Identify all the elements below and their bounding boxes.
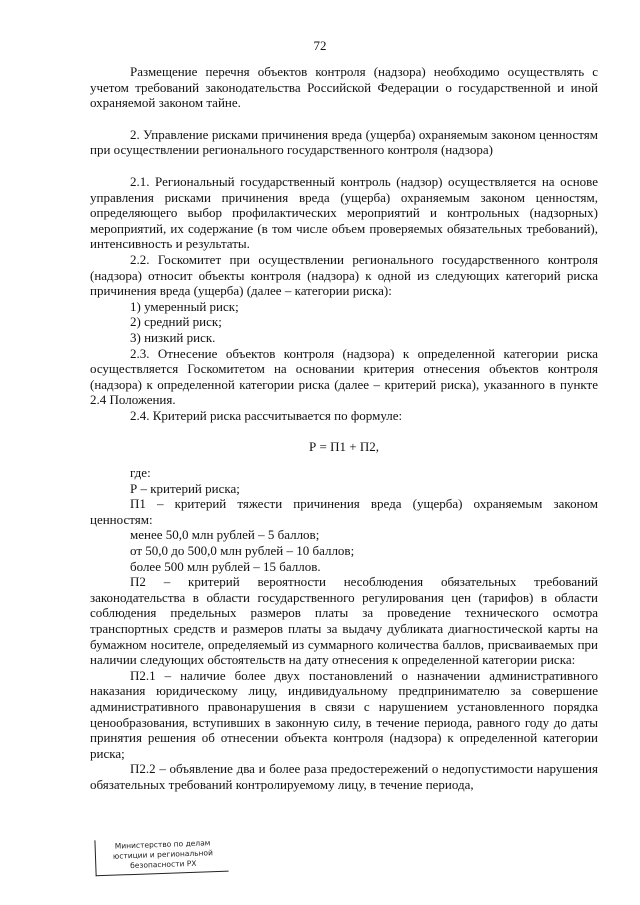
- risk-category-item: 1) умеренный риск;: [130, 298, 239, 314]
- score-item: более 500 млн рублей – 15 баллов.: [130, 558, 321, 574]
- paragraph-2-4: 2.4. Критерий риска рассчитывается по формуле:: [130, 407, 403, 423]
- definition-p: Р – критерий риска;: [130, 480, 240, 496]
- risk-category-item: 2) средний риск;: [130, 314, 222, 330]
- definition-p2: П2 – критерий вероятности несоблюдения обязательных требований законодательства в области государственного регулирования цен (тарифов) в области соблюдения предельных размеров платы за проведение технического осмотра транспортных средств и размеров платы за выдачу дубликата диагностической карты на бумажном носителе, определяемый из суммарного количества баллов, присваиваемых при наличии следующих обстоятельств на дату отнесения к определенной категории риска:: [90, 574, 598, 668]
- paragraph-2-3: 2.3. Отнесение объектов контроля (надзора) к определенной категории риска осуществляется Госкомитетом на основании критерия отнесения объектов контроля (надзора) к определенной категории риска (далее – критерий риска), указанного в пункте 2.4 Положения.: [90, 345, 598, 408]
- definition-p2-2: П2.2 – объявление два и более раза предостережений о недопустимости нарушения обязательных требований контролируемому лицу, в течение периода,: [90, 761, 598, 792]
- score-item: менее 50,0 млн рублей – 5 баллов;: [130, 527, 320, 543]
- definition-p2-1: П2.1 – наличие более двух постановлений о назначении административного наказания юридическому лицу, индивидуальному предпринимателю за совершение административного правонарушения в связи с нарушением установленного порядка ценообразования, вступивших в законную силу, в течение периода, равного году до даты принятия решения об отнесении объекта контроля (надзора) к определенной категории риска;: [90, 667, 598, 761]
- definition-p1: П1 – критерий тяжести причинения вреда (ущерба) охраняемым законом ценностям:: [90, 496, 598, 527]
- score-item: от 50,0 до 500,0 млн рублей – 10 баллов;: [130, 543, 355, 559]
- stamp-line: безопасности РХ: [129, 858, 197, 871]
- stamp-line: юстиции и региональной: [112, 848, 214, 861]
- paragraph-intro: Размещение перечня объектов контроля (надзора) необходимо осуществлять с учетом требований законодательства Российской Федерации о государственной и иной охраняемой законом тайне.: [90, 64, 598, 111]
- risk-category-item: 3) низкий риск.: [130, 329, 216, 345]
- document-body: [90, 64, 598, 793]
- stamp-line: Министерство по делам: [114, 838, 211, 851]
- registration-stamp: [94, 836, 228, 877]
- formula: Р = П1 + П2,: [309, 439, 379, 455]
- section-heading: 2. Управление рисками причинения вреда (ущерба) охраняемым законом ценностям при осуществлении регионального государственного контроля (надзора): [90, 126, 598, 158]
- where-label: где:: [130, 465, 151, 481]
- paragraph-2-2: 2.2. Госкомитет при осуществлении регионального государственного контроля (надзора) относит объекты контроля (надзора) к одной из следующих категорий риска причинения вреда (ущерба) (далее – категории риска):: [90, 251, 598, 299]
- page-number: 72: [313, 38, 327, 53]
- paragraph-2-1: 2.1. Региональный государственный контроль (надзор) осуществляется на основе управления рисками причинения вреда (ущерба) охраняемым законом ценностям, определяющего выбор профилактических мероприятий и контрольных (надзорных) мероприятий, их содержание (в том числе объем проверяемых обязательных требований), интенсивность и результаты.: [90, 173, 598, 252]
